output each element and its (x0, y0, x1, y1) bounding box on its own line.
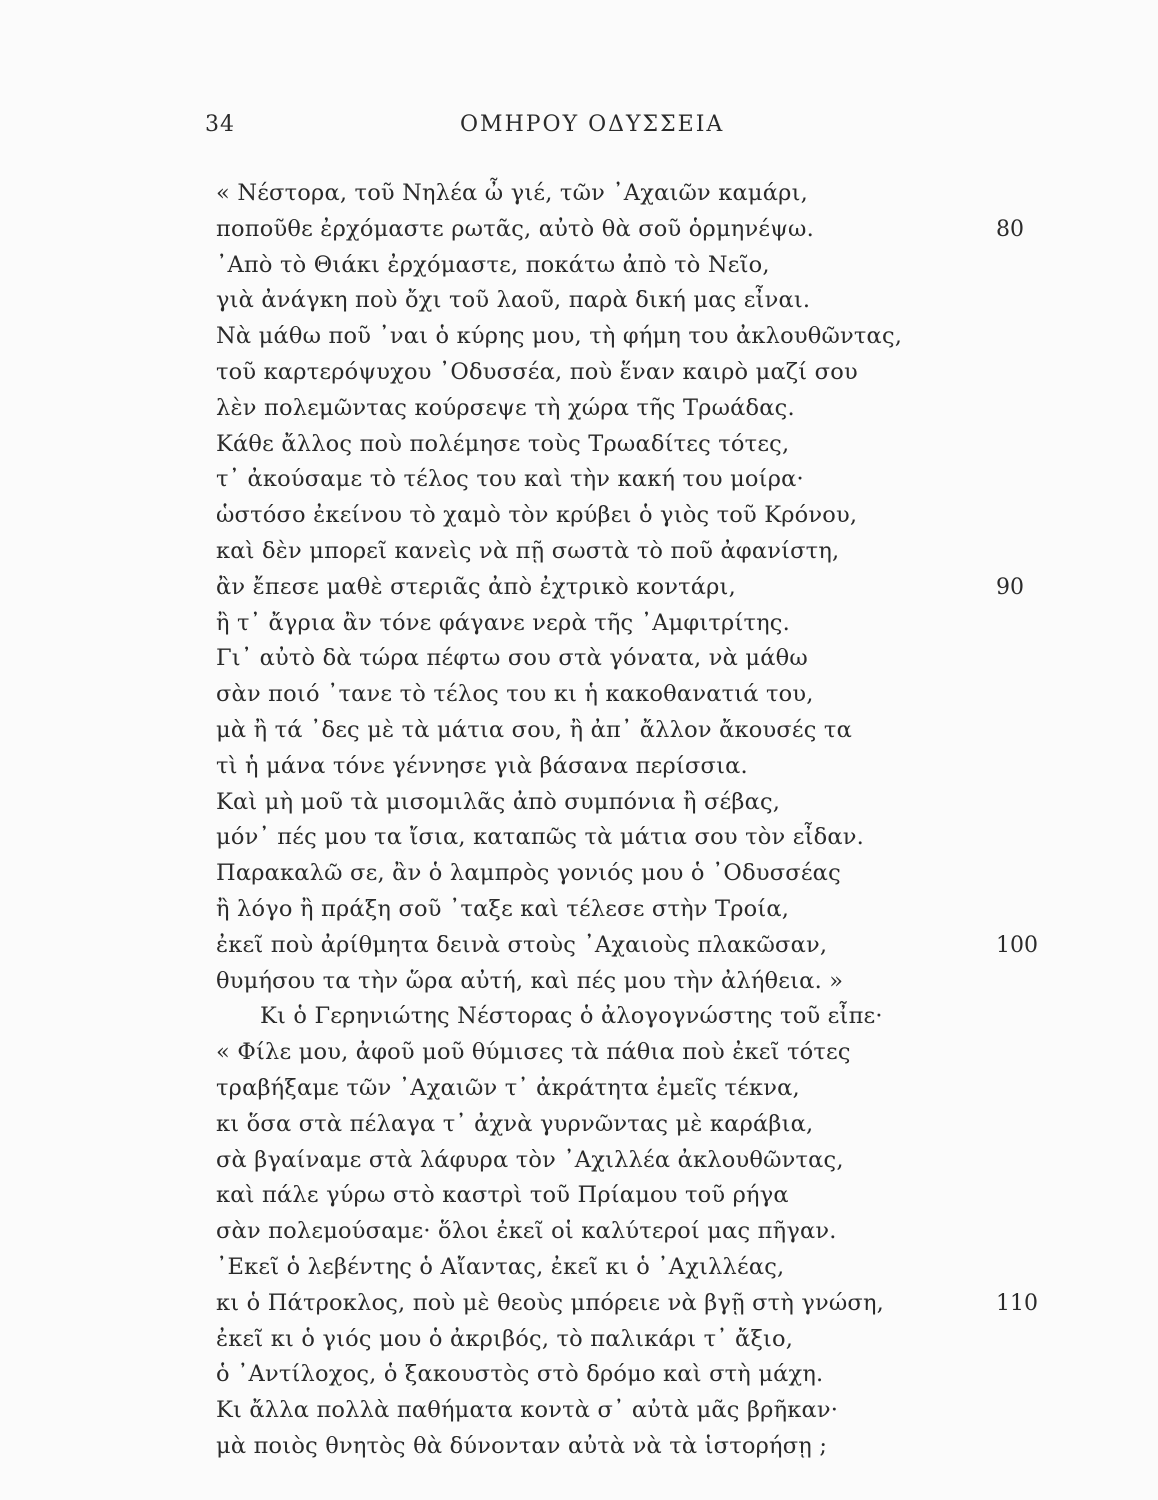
page-number: 34 (205, 112, 235, 137)
verse-line (0, 999, 1158, 1035)
verse-text: καὶ πάλε γύρω στὸ καστρὶ τοῦ Πρίαμου τοῦ ρήγα (216, 1182, 789, 1209)
verse-line (0, 427, 1158, 463)
verse-line (0, 570, 1158, 606)
verse-text: Παρακαλῶ σε, ἂν ὁ λαμπρὸς γονιός μου ὁ ᾿Οδυσσέας (216, 860, 841, 887)
verse-text: μὰ ἢ τά ᾿δες μὲ τὰ μάτια σου, ἢ ἀπ᾿ ἄλλον ἄκουσές τα (216, 716, 852, 743)
verse-line (0, 1393, 1158, 1429)
verse-text: ἐκεῖ κι ὁ γιός μου ὁ ἀκριβός, τὸ παλικάρι τ᾿ ἄξιο, (216, 1325, 794, 1352)
verse-line (0, 1143, 1158, 1179)
verse-text: Καὶ μὴ μοῦ τὰ μισομιλᾶς ἀπὸ συμπόνια ἢ σέβας, (216, 788, 781, 815)
verse-text: καὶ δὲν μπορεῖ κανεὶς νὰ πῇ σωστὰ τὸ ποῦ ἀφανίστη, (216, 537, 840, 564)
verse-line (0, 820, 1158, 856)
verse-text: Γι᾿ αὐτὸ δὰ τώρα πέφτω σου στὰ γόνατα, νὰ μάθω (216, 645, 808, 672)
verse-line (0, 785, 1158, 821)
verse-line (0, 641, 1158, 677)
verse-line (0, 176, 1158, 212)
verse-text: ᾿Απὸ τὸ Θιάκι ἐρχόμαστε, ποκάτω ἀπὸ τὸ Νεῖο, (216, 251, 770, 278)
verse-line (0, 212, 1158, 248)
verse-line (0, 1178, 1158, 1214)
verse-line (0, 964, 1158, 1000)
verse-text: τοῦ καρτερόψυχου ᾿Οδυσσέα, ποὺ ἕναν καιρὸ μαζί σου (216, 358, 858, 385)
verse-line (0, 1035, 1158, 1071)
verse-line (0, 462, 1158, 498)
verse-text: τ᾿ ἀκούσαμε τὸ τέλος του καὶ τὴν κακή του μοίρα· (216, 466, 804, 493)
line-number: 110 (996, 1290, 1038, 1316)
verse-line (0, 892, 1158, 928)
verse-text: Κάθε ἄλλος ποὺ πολέμησε τοὺς Τρωαδίτες τότες, (216, 430, 790, 457)
verse-line (0, 1250, 1158, 1286)
verse-line (0, 713, 1158, 749)
verse-text: ὁ ᾿Αντίλοχος, ὁ ξακουστὸς στὸ δρόμο καὶ στὴ μάχη. (216, 1361, 824, 1388)
verse-text: γιὰ ἀνάγκη ποὺ ὄχι τοῦ λαοῦ, παρὰ δική μας εἶναι. (216, 287, 811, 314)
verse-text: « Φίλε μου, ἀφοῦ μοῦ θύμισες τὰ πάθια ποὺ ἐκεῖ τότες (216, 1039, 851, 1066)
verse-text: ποποῦθε ἐρχόμαστε ρωτᾶς, αὐτὸ θὰ σοῦ ὁρμηνέψω. (216, 215, 814, 242)
verse-line (0, 355, 1158, 391)
verse-text: ἢ λόγο ἢ πράξη σοῦ ᾿ταξε καὶ τέλεσε στὴν Τροία, (216, 895, 790, 922)
verse-text: ἢ τ᾿ ἄγρια ἂν τόνε φάγανε νερὰ τῆς ᾿Αμφιτρίτης. (216, 609, 790, 636)
verse-text: τὶ ἡ μάνα τόνε γέννησε γιὰ βάσανα περίσσια. (216, 752, 748, 779)
verse-line (0, 1071, 1158, 1107)
verse-line (0, 1214, 1158, 1250)
verse-line (0, 1107, 1158, 1143)
verse-list (0, 176, 1158, 1465)
verse-line (0, 534, 1158, 570)
running-title: ΟΜΗΡΟΥ ΟΔΥΣΣΕΙΑ (460, 112, 725, 137)
verse-text: κι ὁ Πάτροκλος, ποὺ μὲ θεοὺς μπόρειε νὰ βγῇ στὴ γνώση, (216, 1289, 885, 1316)
verse-text: Νὰ μάθω ποῦ ᾿ναι ὁ κύρης μου, τὴ φήμη του ἀκλουθῶντας, (216, 323, 903, 350)
verse-line (0, 319, 1158, 355)
line-number: 90 (996, 574, 1024, 600)
verse-text: ᾿Εκεῖ ὁ λεβέντης ὁ Αἴαντας, ἐκεῖ κι ὁ ᾿Αχιλλέας, (216, 1253, 785, 1280)
verse-text: ἂν ἔπεσε μαθὲ στεριᾶς ἀπὸ ἐχτρικὸ κοντάρι, (216, 573, 736, 600)
verse-text: « Νέστορα, τοῦ Νηλέα ὦ γιέ, τῶν ᾿Αχαιῶν καμάρι, (216, 180, 808, 206)
verse-line (0, 1322, 1158, 1358)
verse-line (0, 856, 1158, 892)
verse-text: σὰ βγαίναμε στὰ λάφυρα τὸν ᾿Αχιλλέα ἀκλουθῶντας, (216, 1146, 844, 1173)
verse-line (0, 749, 1158, 785)
verse-text: τραβήξαμε τῶν ᾿Αχαιῶν τ᾿ ἀκράτητα ἐμεῖς τέκνα, (216, 1074, 800, 1101)
verse-line (0, 1286, 1158, 1322)
verse-line (0, 1357, 1158, 1393)
verse-text: μόν᾿ πές μου τα ἴσια, καταπῶς τὰ μάτια σου τὸν εἶδαν. (216, 824, 864, 851)
verse-line (0, 391, 1158, 427)
verse-text: ὡστόσο ἐκείνου τὸ χαμὸ τὸν κρύβει ὁ γιὸς τοῦ Κρόνου, (216, 502, 858, 529)
verse-text: σὰν πολεμούσαμε· ὅλοι ἐκεῖ οἱ καλύτεροί μας πῆγαν. (216, 1218, 837, 1245)
verse-text: λὲν πολεμῶντας κούρσεψε τὴ χώρα τῆς Τρωάδας. (216, 394, 795, 421)
verse-text: Κι ὁ Γερηνιώτης Νέστορας ὁ ἀλογογνώστης τοῦ εἶπε· (260, 1003, 883, 1030)
verse-line (0, 928, 1158, 964)
verse-line (0, 498, 1158, 534)
verse-text: μὰ ποιὸς θνητὸς θὰ δύνονταν αὐτὰ νὰ τὰ ἱστορήσῃ ; (216, 1432, 828, 1459)
verse-line (0, 606, 1158, 642)
verse-line (0, 283, 1158, 319)
verse-text: Κι ἄλλα πολλὰ παθήματα κοντὰ σ᾿ αὐτὰ μᾶς βρῆκαν· (216, 1397, 839, 1424)
verse-line (0, 677, 1158, 713)
verse-text: κι ὅσα στὰ πέλαγα τ᾿ ἀχνὰ γυρνῶντας μὲ καράβια, (216, 1110, 814, 1137)
verse-text: ἐκεῖ ποὺ ἀρίθμητα δεινὰ στοὺς ᾿Αχαιοὺς πλακῶσαν, (216, 931, 828, 958)
line-number: 80 (996, 216, 1024, 242)
line-number: 100 (996, 932, 1038, 958)
verse-line (0, 248, 1158, 284)
verse-line (0, 1429, 1158, 1465)
verse-text: θυμήσου τα τὴν ὥρα αὐτή, καὶ πές μου τὴν ἀλήθεια. » (216, 967, 844, 994)
verse-text: σὰν ποιό ᾿τανε τὸ τέλος του κι ἡ κακοθανατιά του, (216, 681, 814, 708)
